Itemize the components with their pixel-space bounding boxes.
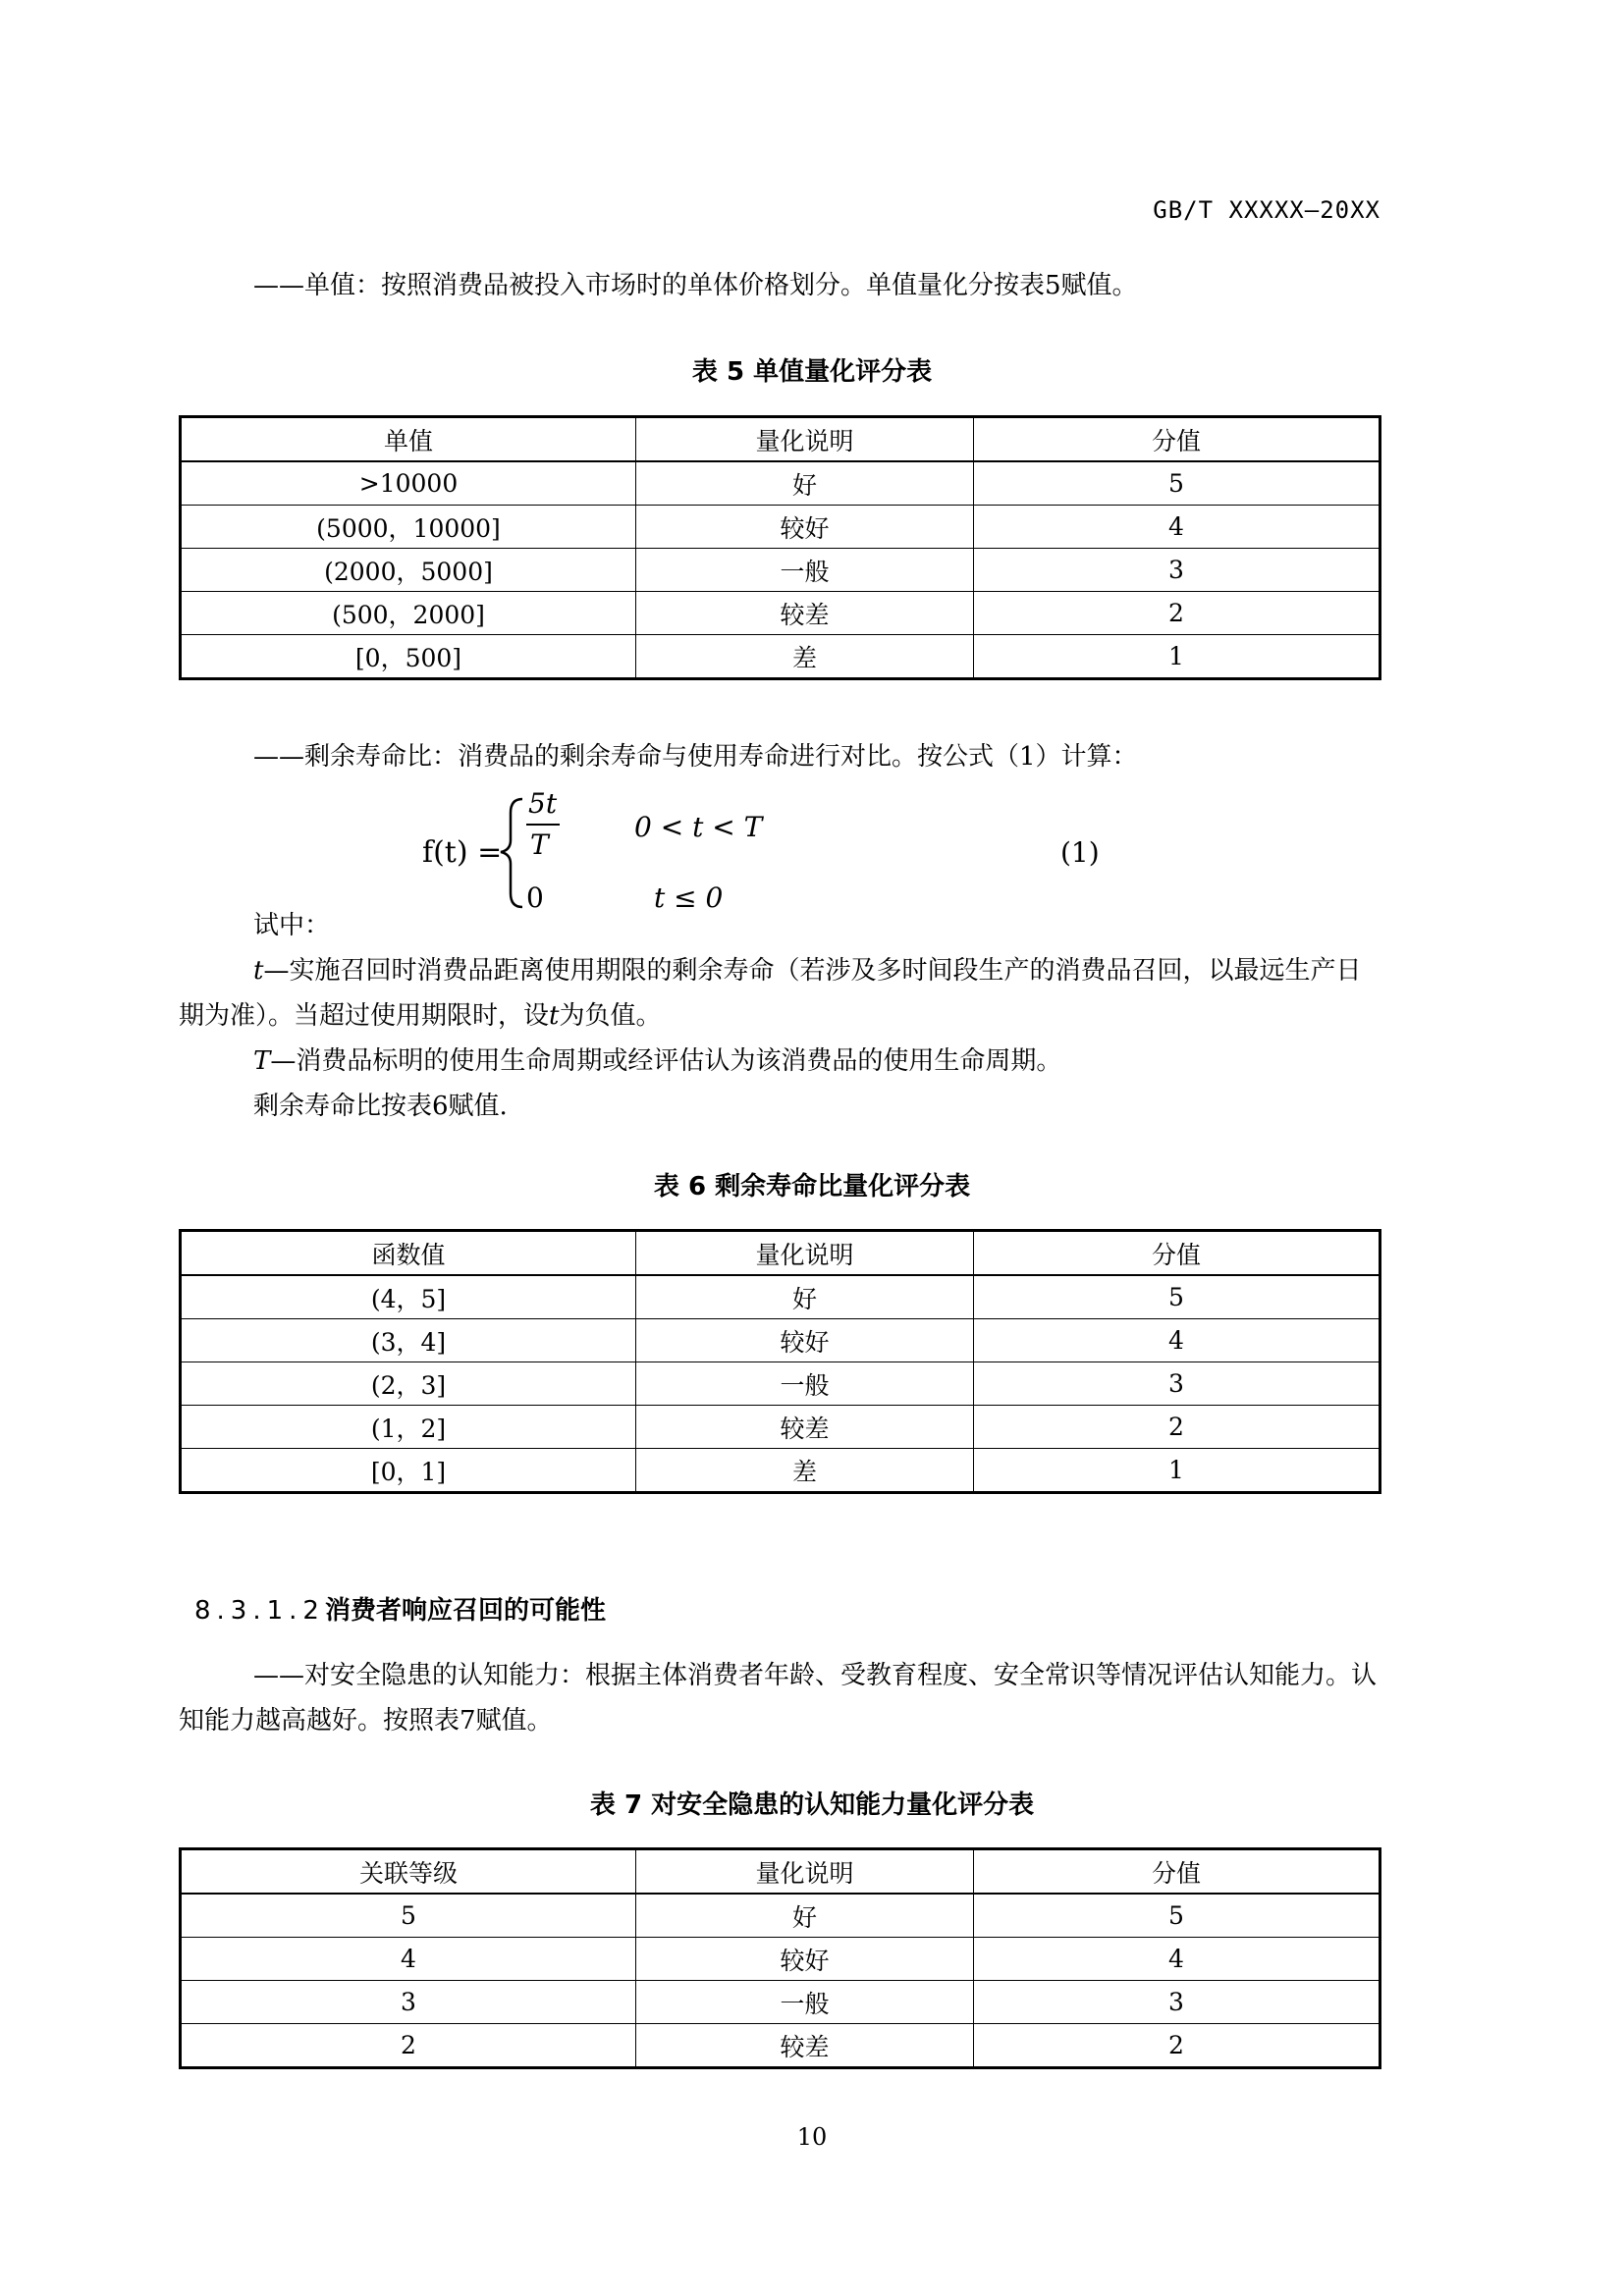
- table-row: [181, 1406, 1380, 1449]
- table-cell: 一般: [636, 1981, 974, 2024]
- table-cell: 较差: [636, 592, 974, 635]
- definition-t-text-2: 为负值。: [559, 1001, 662, 1031]
- table-cell: [0，1]: [181, 1449, 636, 1493]
- table7-caption: 表 7 对安全隐患的认知能力量化评分表: [589, 1790, 1035, 1820]
- unit-value-paragraph: ——单值：按照消费品被投入市场时的单体价格划分。单值量化分按表5赋值。: [253, 271, 1138, 300]
- table-row: [181, 461, 1380, 506]
- table6-reference: 剩余寿命比按表6赋值.: [253, 1092, 508, 1121]
- remaining-life-paragraph: ——剩余寿命比：消费品的剩余寿命与使用寿命进行对比。按公式（1）计算：: [253, 742, 1138, 772]
- table-cell: >10000: [181, 461, 636, 506]
- table-cell: 1: [974, 635, 1380, 679]
- table-header-row: [181, 417, 1380, 462]
- table-cell: 3: [974, 1362, 1380, 1406]
- table-cell: 3: [974, 549, 1380, 592]
- table-header-cell: 分值: [974, 1231, 1380, 1276]
- section-heading: [194, 1590, 606, 1627]
- table-row: [181, 592, 1380, 635]
- document-code: GB/T XXXXX—20XX: [1153, 196, 1380, 224]
- table-header-cell: 量化说明: [636, 417, 974, 462]
- table7: [179, 1847, 1381, 2069]
- table-cell: 1: [974, 1449, 1380, 1493]
- table-row: [181, 1938, 1380, 1981]
- table-cell: 5: [974, 1894, 1380, 1938]
- table-cell: 差: [636, 635, 974, 679]
- table-cell: 较差: [636, 1406, 974, 1449]
- table-cell: 2: [181, 2024, 636, 2068]
- formula-numerator: 5t: [528, 787, 558, 820]
- table-cell: 2: [974, 1406, 1380, 1449]
- table-header-cell: 单值: [181, 417, 636, 462]
- cognition-paragraph: ——对安全隐患的认知能力：根据主体消费者年龄、受教育程度、安全常识等情况评估认知能力。认知能力越高越好。按照表7赋值。: [179, 1661, 1378, 1735]
- table-row: [181, 1319, 1380, 1362]
- table-cell: 好: [636, 1894, 974, 1938]
- formula-lhs: f(t) =: [422, 835, 503, 870]
- formula-case1-condition: 0 < t < T: [634, 811, 763, 843]
- table-row: [181, 635, 1380, 679]
- table-cell: (500，2000]: [181, 592, 636, 635]
- symbol-t: t: [253, 956, 264, 986]
- table-cell: 较好: [636, 1938, 974, 1981]
- table-cell: 3: [974, 1981, 1380, 2024]
- table5-caption: 表 5 单值量化评分表: [691, 357, 933, 387]
- formula-denominator: T: [530, 828, 549, 861]
- table-cell: 4: [974, 506, 1380, 549]
- section-title: 消费者响应召回的可能性: [324, 1596, 606, 1626]
- table-header-cell: 关联等级: [181, 1849, 636, 1895]
- table-cell: 好: [636, 461, 974, 506]
- table-cell: 较差: [636, 2024, 974, 2068]
- table-cell: (1，2]: [181, 1406, 636, 1449]
- symbol-T: T: [253, 1046, 271, 1076]
- table-header-cell: 分值: [974, 1849, 1380, 1895]
- table-row: [181, 1449, 1380, 1493]
- table-cell: (2，3]: [181, 1362, 636, 1406]
- table-cell: 2: [974, 592, 1380, 635]
- definition-T: [179, 1039, 1380, 1084]
- table-row: [181, 1981, 1380, 2024]
- table-cell: (3，4]: [181, 1319, 636, 1362]
- table-row: [181, 2024, 1380, 2068]
- table-header-row: [181, 1849, 1380, 1895]
- table6-caption: 表 6 剩余寿命比量化评分表: [653, 1172, 971, 1201]
- table5: [179, 415, 1381, 680]
- section-number: 8.3.1.2: [194, 1596, 325, 1626]
- table-cell: 2: [974, 2024, 1380, 2068]
- table-header-cell: 量化说明: [636, 1231, 974, 1276]
- table-cell: 较好: [636, 1319, 974, 1362]
- table-cell: (4，5]: [181, 1275, 636, 1319]
- table-cell: 一般: [636, 549, 974, 592]
- definition-t-text: —实施召回时消费品距离使用期限的剩余寿命（若涉及多时间段生产的消费品召回，以最远生产日期为准）。当超过使用期限时，设: [179, 956, 1362, 1031]
- table-cell: [0，500]: [181, 635, 636, 679]
- table-cell: 5: [974, 461, 1380, 506]
- table-cell: 一般: [636, 1362, 974, 1406]
- table-row: [181, 1275, 1380, 1319]
- table-header-cell: 分值: [974, 417, 1380, 462]
- table-cell: 差: [636, 1449, 974, 1493]
- table6: [179, 1229, 1381, 1494]
- where-label: 试中：: [253, 911, 331, 940]
- left-brace: [501, 799, 522, 907]
- table-cell: 4: [974, 1938, 1380, 1981]
- table-row: [181, 1362, 1380, 1406]
- table-cell: (2000，5000]: [181, 549, 636, 592]
- formula-case2-condition: t ≤ 0: [654, 881, 724, 914]
- table-header-row: [181, 1231, 1380, 1276]
- symbol-t-2: t: [549, 1001, 560, 1031]
- table-cell: 4: [181, 1938, 636, 1981]
- table-header-cell: 函数值: [181, 1231, 636, 1276]
- table-cell: 较好: [636, 506, 974, 549]
- formula-1: [412, 768, 1296, 915]
- table-row: [181, 506, 1380, 549]
- table-cell: 4: [974, 1319, 1380, 1362]
- table-cell: 好: [636, 1275, 974, 1319]
- table-header-cell: 量化说明: [636, 1849, 974, 1895]
- formula-case2-value: 0: [526, 881, 544, 914]
- table-cell: 3: [181, 1981, 636, 2024]
- table-row: [181, 549, 1380, 592]
- page-number: 10: [796, 2123, 828, 2151]
- table-row: [181, 1894, 1380, 1938]
- formula-number: (1): [1060, 836, 1100, 869]
- definition-t: [179, 948, 1380, 1039]
- table-cell: 5: [974, 1275, 1380, 1319]
- table-cell: 5: [181, 1894, 636, 1938]
- definition-T-text: —消费品标明的使用生命周期或经评估认为该消费品的使用生命周期。: [270, 1046, 1062, 1076]
- table-cell: (5000，10000]: [181, 506, 636, 549]
